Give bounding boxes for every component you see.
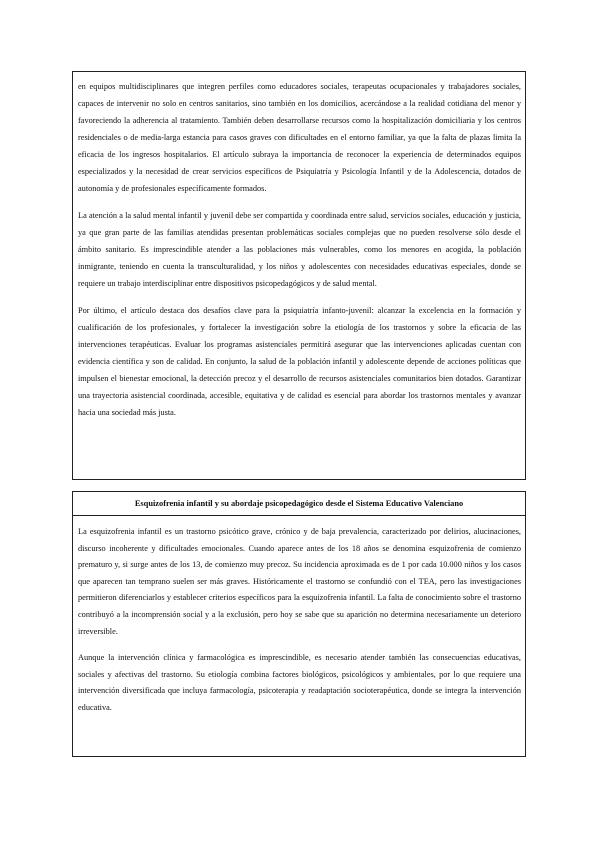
- paragraph: Aunque la intervención clínica y farmacológica es imprescindible, es necesario atender también las consecuencias educativas, sociales y afectivas del trastorno. Su etiología combina factores biológicos, psicológicos y ambientales, por lo que requiere una intervención diversificada que incluya farmacología, psicoterapia y readaptación socioterapéutica, donde se integra la intervención educativa.: [78, 653, 521, 712]
- paragraph: Por último, el artículo destaca dos desafíos clave para la psiquiatría infanto-juvenil: alcanzar la excelencia en la formación y cualificación de los profesionales, y fortalecer la investigación sobre la etiología de los trastornos y sobre la eficacia de las intervenciones terapéuticas. Evaluar los programas asistenciales permitirá asegurar que las intervenciones aplicadas cuentan con evidencia científica y son de calidad. En conjunto, la salud de la población infantil y adolescente depende de acciones políticas que impulsen el bienestar emocional, la detección precoz y el desarrollo de recursos asistenciales comunitarios bien dotados. Garantizar una trayectoria asistencial coordinada, accesible, equitativa y de calidad es esencial para abordar los trastornos mentales y avanzar hacia una sociedad más justa.: [78, 306, 521, 417]
- paragraph: en equipos multidisciplinares que integren perfiles como educadores sociales, terapeutas ocupacionales y trabajadores sociales, capaces de intervenir no solo en centros sanitarios, sino también en los domicilios, acercándose a la realidad cotidiana del menor y favoreciendo la adherencia al tratamiento. También deben desarrollarse recursos como la hospitalización domiciliaria y los centros residenciales o de media-larga estancia para casos graves con dificultades en el entorno familiar, ya que la falta de plazas limita la eficacia de los ingresos hospitalarios. El artículo subraya la importancia de reconocer la experiencia de determinados equipos especializados y la necesidad de crear servicios específicos de Psiquiatría y Psicología Infantil y de la Adolescencia, dotados de autonomía y de profesionales específicamente formados.: [78, 82, 521, 193]
- section-title: Esquizofrenia infantil y su abordaje psicopedagógico desde el Sistema Educativo Valenciano: [73, 492, 525, 516]
- text-box-mental-health: [72, 71, 526, 480]
- paragraph: La atención a la salud mental infantil y juvenil debe ser compartida y coordinada entre salud, servicios sociales, educación y justicia, ya que gran parte de las familias atendidas presentan problemáticas sociales complejas que no pueden resolverse sólo desde el ámbito sanitario. Es imprescindible atender a las poblaciones más vulnerables, como los menores en acogida, la población inmigrante, teniendo en cuenta la transculturalidad, y los niños y adolescentes con necesidades educativas especiales, donde se requiere un trabajo interdisciplinar entre dispositivos psicopedagógicos y de salud mental.: [78, 211, 521, 288]
- text-box-schizophrenia: [72, 491, 526, 757]
- paragraph: La esquizofrenia infantil es un trastorno psicótico grave, crónico y de baja prevalencia, caracterizado por delirios, alucinaciones, discurso incoherente y dificultades emocionales. Cuando aparece antes de los 18 años se denomina esquizofrenia de comienzo prematuro y, si surge antes de los 13, de comienzo muy precoz. Su incidencia aproximada es de 1 por cada 10.000 niños y los casos que aparecen tan temprano suelen ser más graves. Históricamente el trastorno se confundió con el TEA, pero las investigaciones permitieron diferenciarlos y establecer criterios específicos para la esquizofrenia infantil. La falta de conocimiento sobre el trastorno contribuyó a la incomprensión social y a la exclusión, pero hoy se sabe que su aparición no determina necesariamente un deterioro irreversible.: [78, 527, 521, 636]
